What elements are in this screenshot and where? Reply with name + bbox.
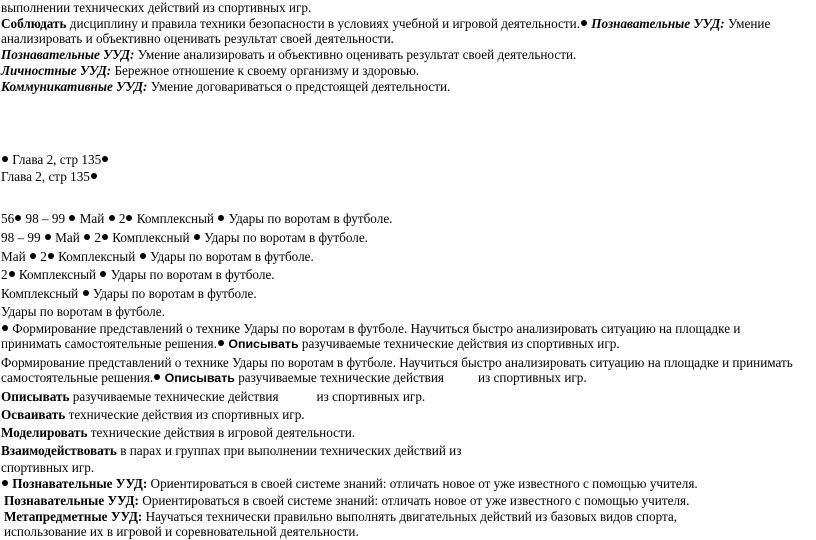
bold-term: Познавательные УУД: — [9, 476, 148, 491]
text-line — [1, 169, 98, 185]
line-text: Ориентироваться в своей системе знаний: отличать новое от уже известного с помощью учителя. — [147, 476, 698, 491]
line-text: Глава 2, стр 135 — [1, 169, 90, 184]
line-text: Глава 2, стр 135 — [9, 152, 102, 167]
text-line — [1, 425, 355, 441]
line-text: 98 – 99 — [1, 230, 44, 245]
text-line — [1, 389, 425, 405]
line-text: 2 — [36, 249, 47, 264]
text-line — [1, 0, 311, 16]
text-line — [1, 230, 368, 246]
line-text: 2 — [91, 230, 101, 245]
text-line — [4, 493, 689, 509]
text-line — [1, 63, 419, 79]
line-text: использование их в игровой и соревновательной деятельности. — [4, 524, 359, 539]
bold-term: Соблюдать — [1, 16, 67, 31]
bullet-icon — [2, 156, 8, 162]
bold-term: Описывать — [161, 371, 235, 385]
text-line — [1, 211, 392, 227]
bullet-icon — [83, 290, 89, 296]
text-line — [1, 249, 314, 265]
bullet-icon — [2, 325, 8, 331]
bold-term: Познавательные УУД: — [4, 493, 139, 508]
bullet-icon — [69, 215, 75, 221]
line-text: Удары по воротам в футболе. — [1, 304, 165, 319]
bullet-icon — [9, 271, 15, 277]
line-text: 56 — [1, 211, 15, 226]
text-line — [1, 267, 275, 283]
bullet-icon — [102, 234, 108, 240]
text-line — [1, 286, 257, 302]
bold-term: Коммуникативные УУД: — [1, 79, 148, 94]
line-text: Научаться технически правильно выполнять двигательных действий из базовых видов спорта, — [142, 509, 678, 524]
line-text: разучиваемые технические действия из спортивных игр. — [298, 336, 620, 351]
text-line — [4, 509, 677, 525]
line-text: самостоятельные решения. — [1, 370, 154, 385]
line-text: Ориентироваться в своей системе знаний: отличать новое от уже известного с помощью учителя. — [138, 493, 690, 508]
line-text: Формирование представлений о технике Удары по воротам в футболе. Научиться быстро анализировать ситуацию на площадке и принимать — [1, 355, 793, 370]
bullet-icon — [91, 173, 97, 179]
bullet-icon — [15, 215, 21, 221]
bullet-icon — [218, 340, 224, 346]
bullet-icon — [102, 156, 108, 162]
bullet-icon — [48, 253, 54, 259]
text-line — [1, 304, 165, 320]
bold-term: Познавательные УУД: — [1, 47, 135, 62]
bullet-icon — [2, 480, 8, 486]
line-text: Комплексный — [108, 230, 193, 245]
bullet-icon — [109, 215, 115, 221]
line-text: Комплексный — [15, 267, 100, 282]
bullet-icon — [100, 271, 106, 277]
text-line — [1, 407, 305, 423]
line-text: дисциплину и правила техники безопасности в условиях учебной и игровой деятельности. — [66, 16, 580, 31]
line-text: Май — [51, 230, 84, 245]
bold-term: Описывать — [224, 337, 299, 351]
line-text: в парах и группах при выполнении технических действий из — [116, 443, 462, 458]
bold-term: Взаимодействовать — [1, 443, 117, 458]
text-line — [1, 321, 740, 337]
text-line — [1, 16, 770, 32]
bold-term: Описывать — [1, 389, 70, 404]
line-text: Май — [1, 249, 29, 264]
line-text: Формирование представлений о технике Удары по воротам в футболе. Научиться быстро анализировать ситуацию на площадке и — [9, 321, 741, 336]
line-text: разучиваемые технические действия — [234, 370, 444, 385]
line-text: выполнении технических действий из спортивных игр. — [1, 0, 312, 15]
line-text: из спортивных игр. — [477, 370, 587, 385]
line-text: Удары по воротам в футболе. — [89, 286, 257, 301]
line-text: технические действия из спортивных игр. — [65, 407, 305, 422]
bullet-icon — [30, 253, 36, 259]
line-text: Май — [76, 211, 108, 226]
line-text: из спортивных игр. — [316, 389, 426, 404]
line-text: Удары по воротам в футболе. — [146, 249, 314, 264]
line-text: Удары по воротам в футболе. — [200, 230, 368, 245]
line-text: технические действия в игровой деятельности. — [87, 425, 356, 440]
text-line — [1, 336, 620, 352]
line-text: Удары по воротам в футболе. — [107, 267, 275, 282]
text-line — [1, 460, 94, 476]
text-line — [1, 152, 109, 168]
line-text: 2 — [115, 211, 126, 226]
bold-term: Осваивать — [1, 407, 66, 422]
text-line — [1, 476, 698, 492]
bold-term: Познавательные УУД: — [588, 16, 725, 31]
bullet-icon — [84, 234, 90, 240]
bullet-icon — [154, 374, 160, 380]
line-text: Бережное отношение к своему организму и здоровью. — [111, 63, 420, 78]
text-line — [1, 79, 450, 95]
text-line — [1, 31, 394, 47]
line-text: Комплексный — [1, 286, 82, 301]
bold-term: Моделировать — [1, 425, 88, 440]
text-line — [1, 443, 461, 459]
bold-term: Личностные УУД: — [1, 63, 112, 78]
bullet-icon — [218, 215, 224, 221]
line-text: Комплексный — [133, 211, 218, 226]
text-line — [1, 47, 576, 63]
bullet-icon — [45, 234, 51, 240]
line-text: анализировать и объективно оценивать результат своей деятельности. — [1, 31, 394, 46]
line-text: 2 — [1, 267, 8, 282]
bullet-icon — [194, 234, 200, 240]
line-text: Комплексный — [54, 249, 139, 264]
line-text: спортивных игр. — [1, 460, 95, 475]
bullet-icon — [581, 20, 587, 26]
bullet-icon — [126, 215, 132, 221]
line-text: принимать самостоятельные решения. — [1, 336, 217, 351]
line-text: Умение — [724, 16, 771, 31]
line-text: 98 – 99 — [22, 211, 69, 226]
bullet-icon — [140, 253, 146, 259]
text-line — [1, 370, 587, 386]
text-line — [1, 355, 793, 371]
bold-term: Метапредметные УУД: — [4, 509, 143, 524]
line-text: Умение анализировать и объективно оценивать результат своей деятельности. — [134, 47, 577, 62]
text-line — [4, 524, 359, 540]
line-text: Умение договариваться о предстоящей деятельности. — [147, 79, 451, 94]
line-text: разучиваемые технические действия — [69, 389, 279, 404]
line-text: Удары по воротам в футболе. — [225, 211, 393, 226]
